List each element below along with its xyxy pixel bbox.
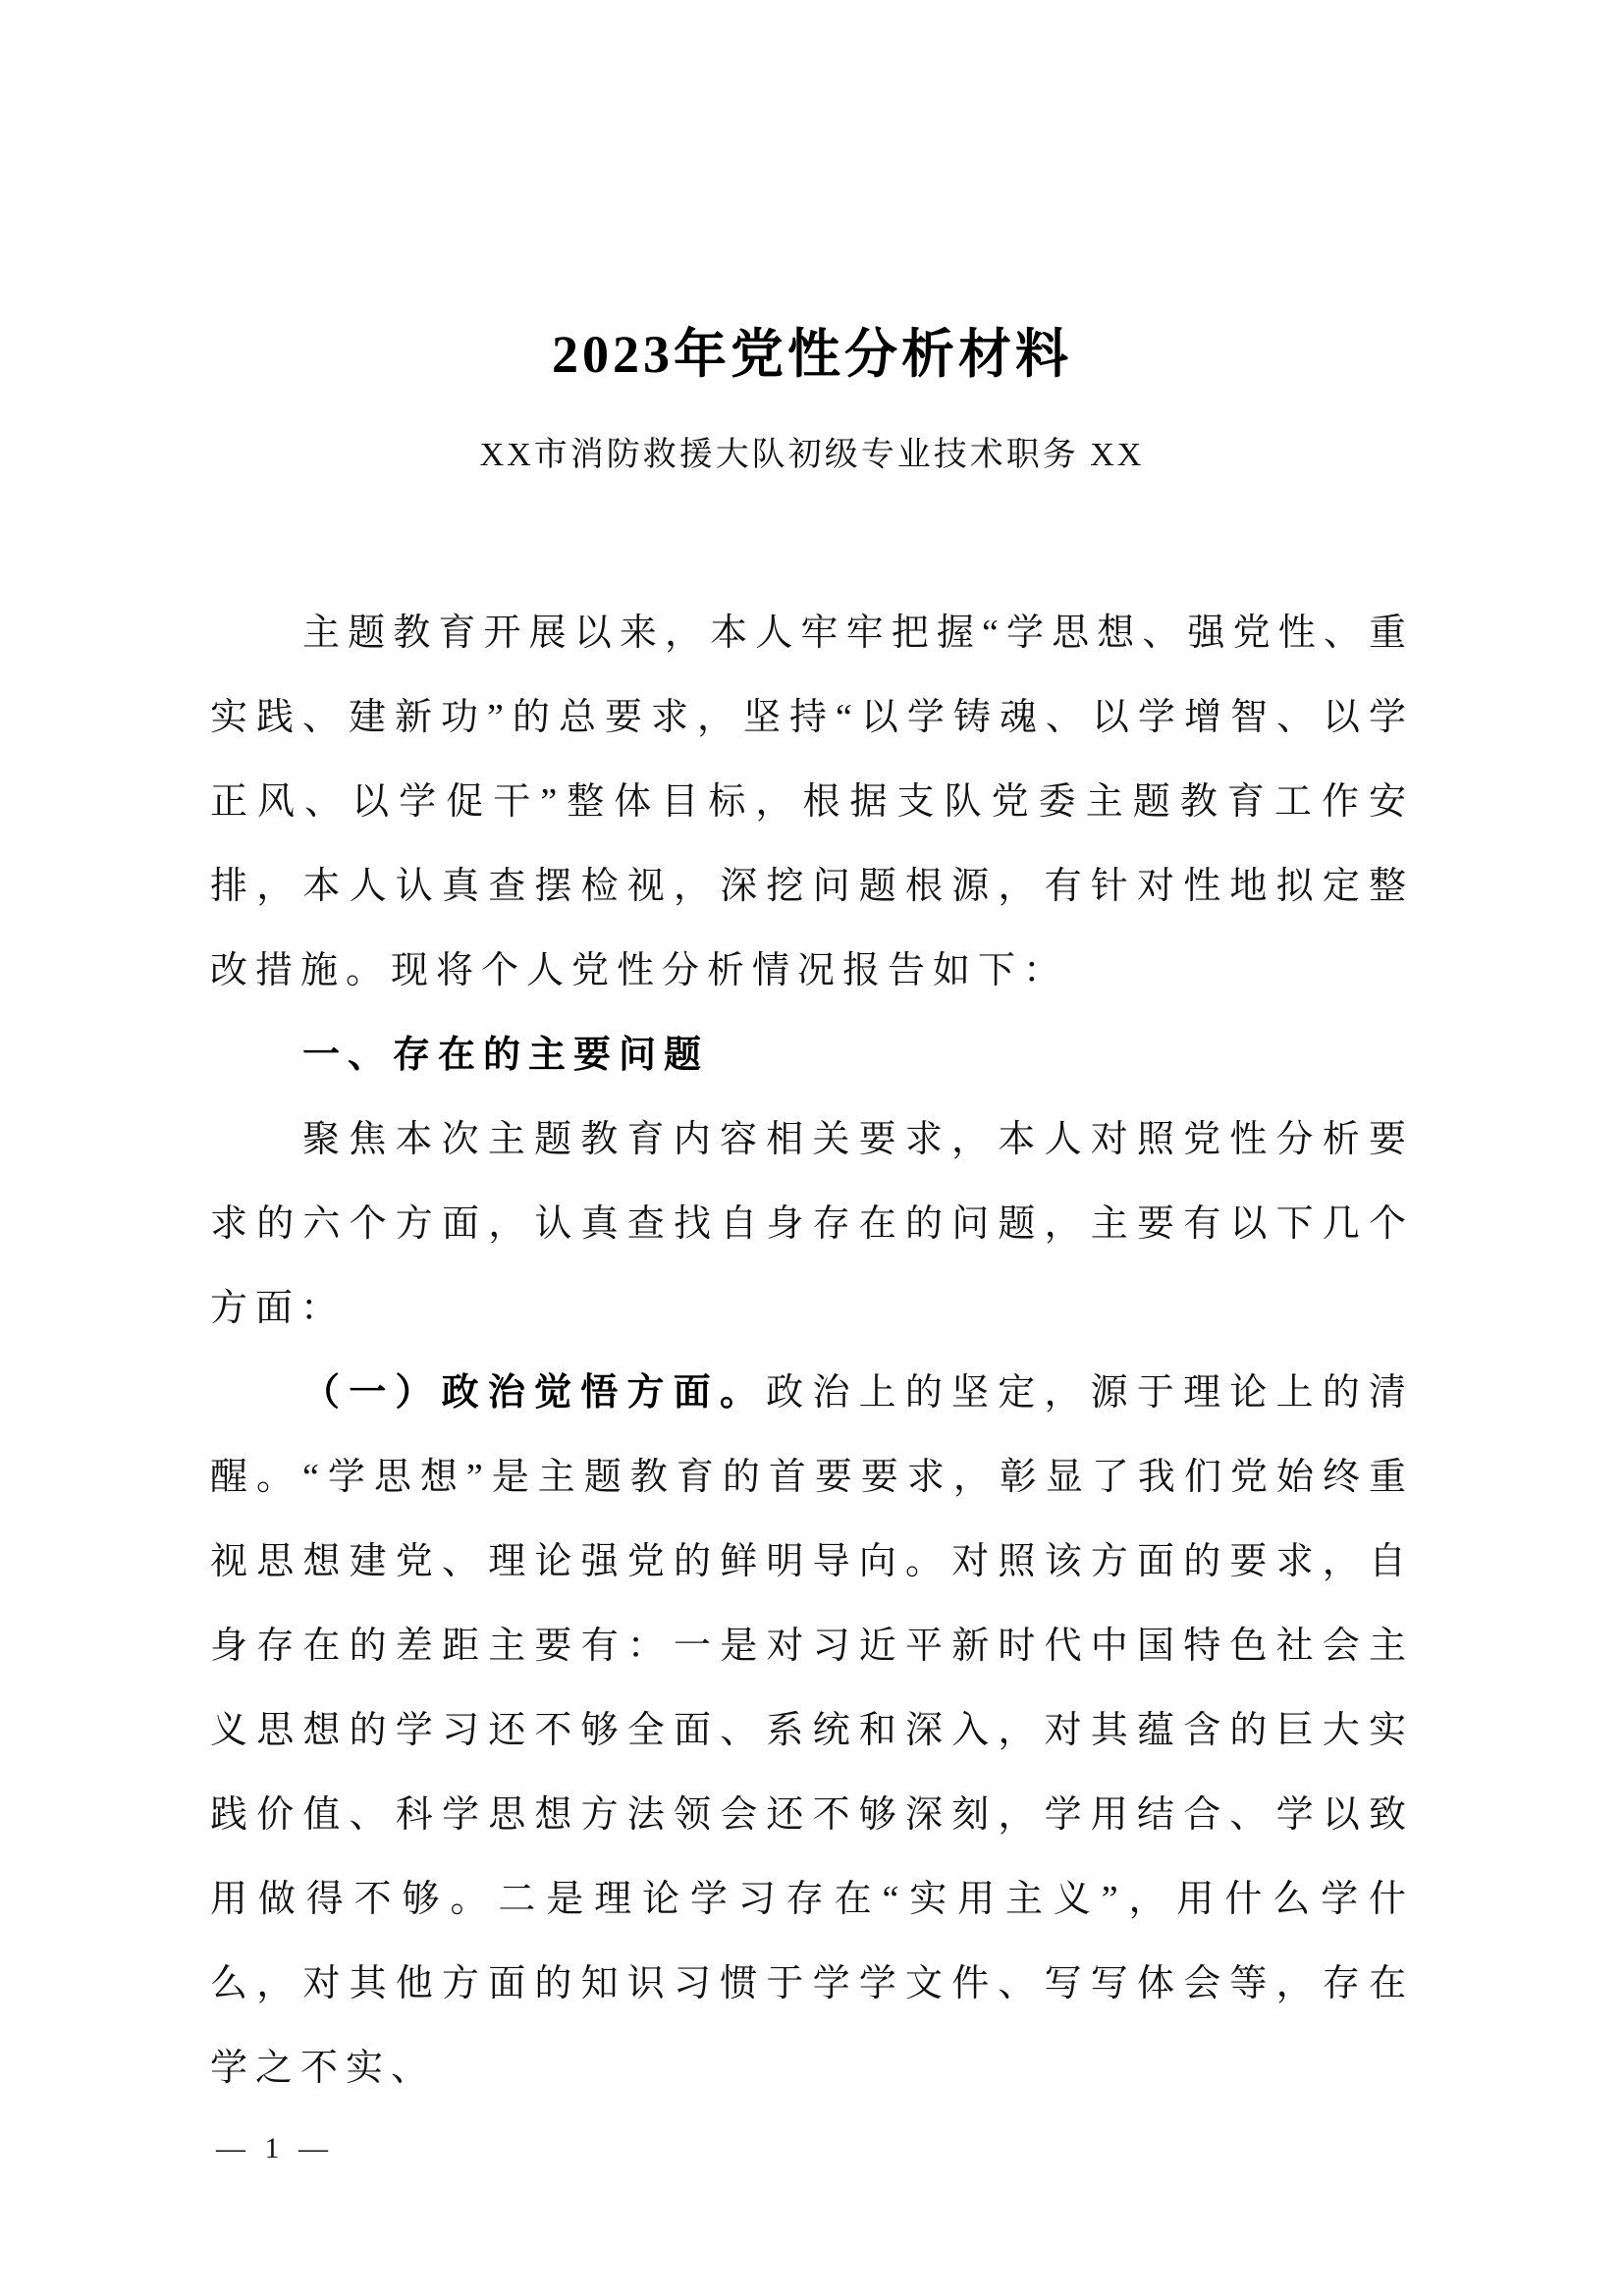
paragraph-intro: 主题教育开展以来，本人牢牢把握“学思想、强党性、重实践、建新功”的总要求，坚持“以学铸魂、以学增智、以学正风、以学促干”整体目标，根据支队党委主题教育工作安排，本人认真查摆检视，深挖问题根源，有针对性地拟定整改措施。现将个人党性分析情况报告如下： [210, 613, 1414, 991]
subsection-text-political-awareness: 政治上的坚定，源于理论上的清醒。“学思想”是主题教育的首要要求，彰显了我们党始终重视思想建党、理论强党的鲜明导向。对照该方面的要求，自身存在的差距主要有：一是对习近平新时代中国特色社会主义思想的学习还不够全面、系统和深入，对其蕴含的巨大实践价值、科学思想方法领会还不够深刻，学用结合、学以致用做得不够。二是理论学习存在“实用主义”，用什么学什么，对其他方面的知识习惯于学学文件、写写体会等，存在学之不实、 [210, 1372, 1414, 2089]
subsection-lead-political-awareness: （一）政治觉悟方面。 [302, 1372, 767, 1414]
document-subtitle: XX市消防救援大队初级专业技术职务 XX [479, 437, 1145, 473]
paragraph-political-awareness [210, 1351, 1414, 2110]
page-number: — 1 — [216, 2132, 334, 2164]
paragraph-focus: 聚焦本次主题教育内容相关要求，本人对照党性分析要求的六个方面，认真查找自身存在的问题，主要有以下几个方面： [210, 1119, 1414, 1329]
document-body [210, 591, 1414, 2110]
document-title: 2023年党性分析材料 [552, 325, 1072, 384]
section-heading-main-problems: 一、存在的主要问题 [302, 1035, 710, 1076]
